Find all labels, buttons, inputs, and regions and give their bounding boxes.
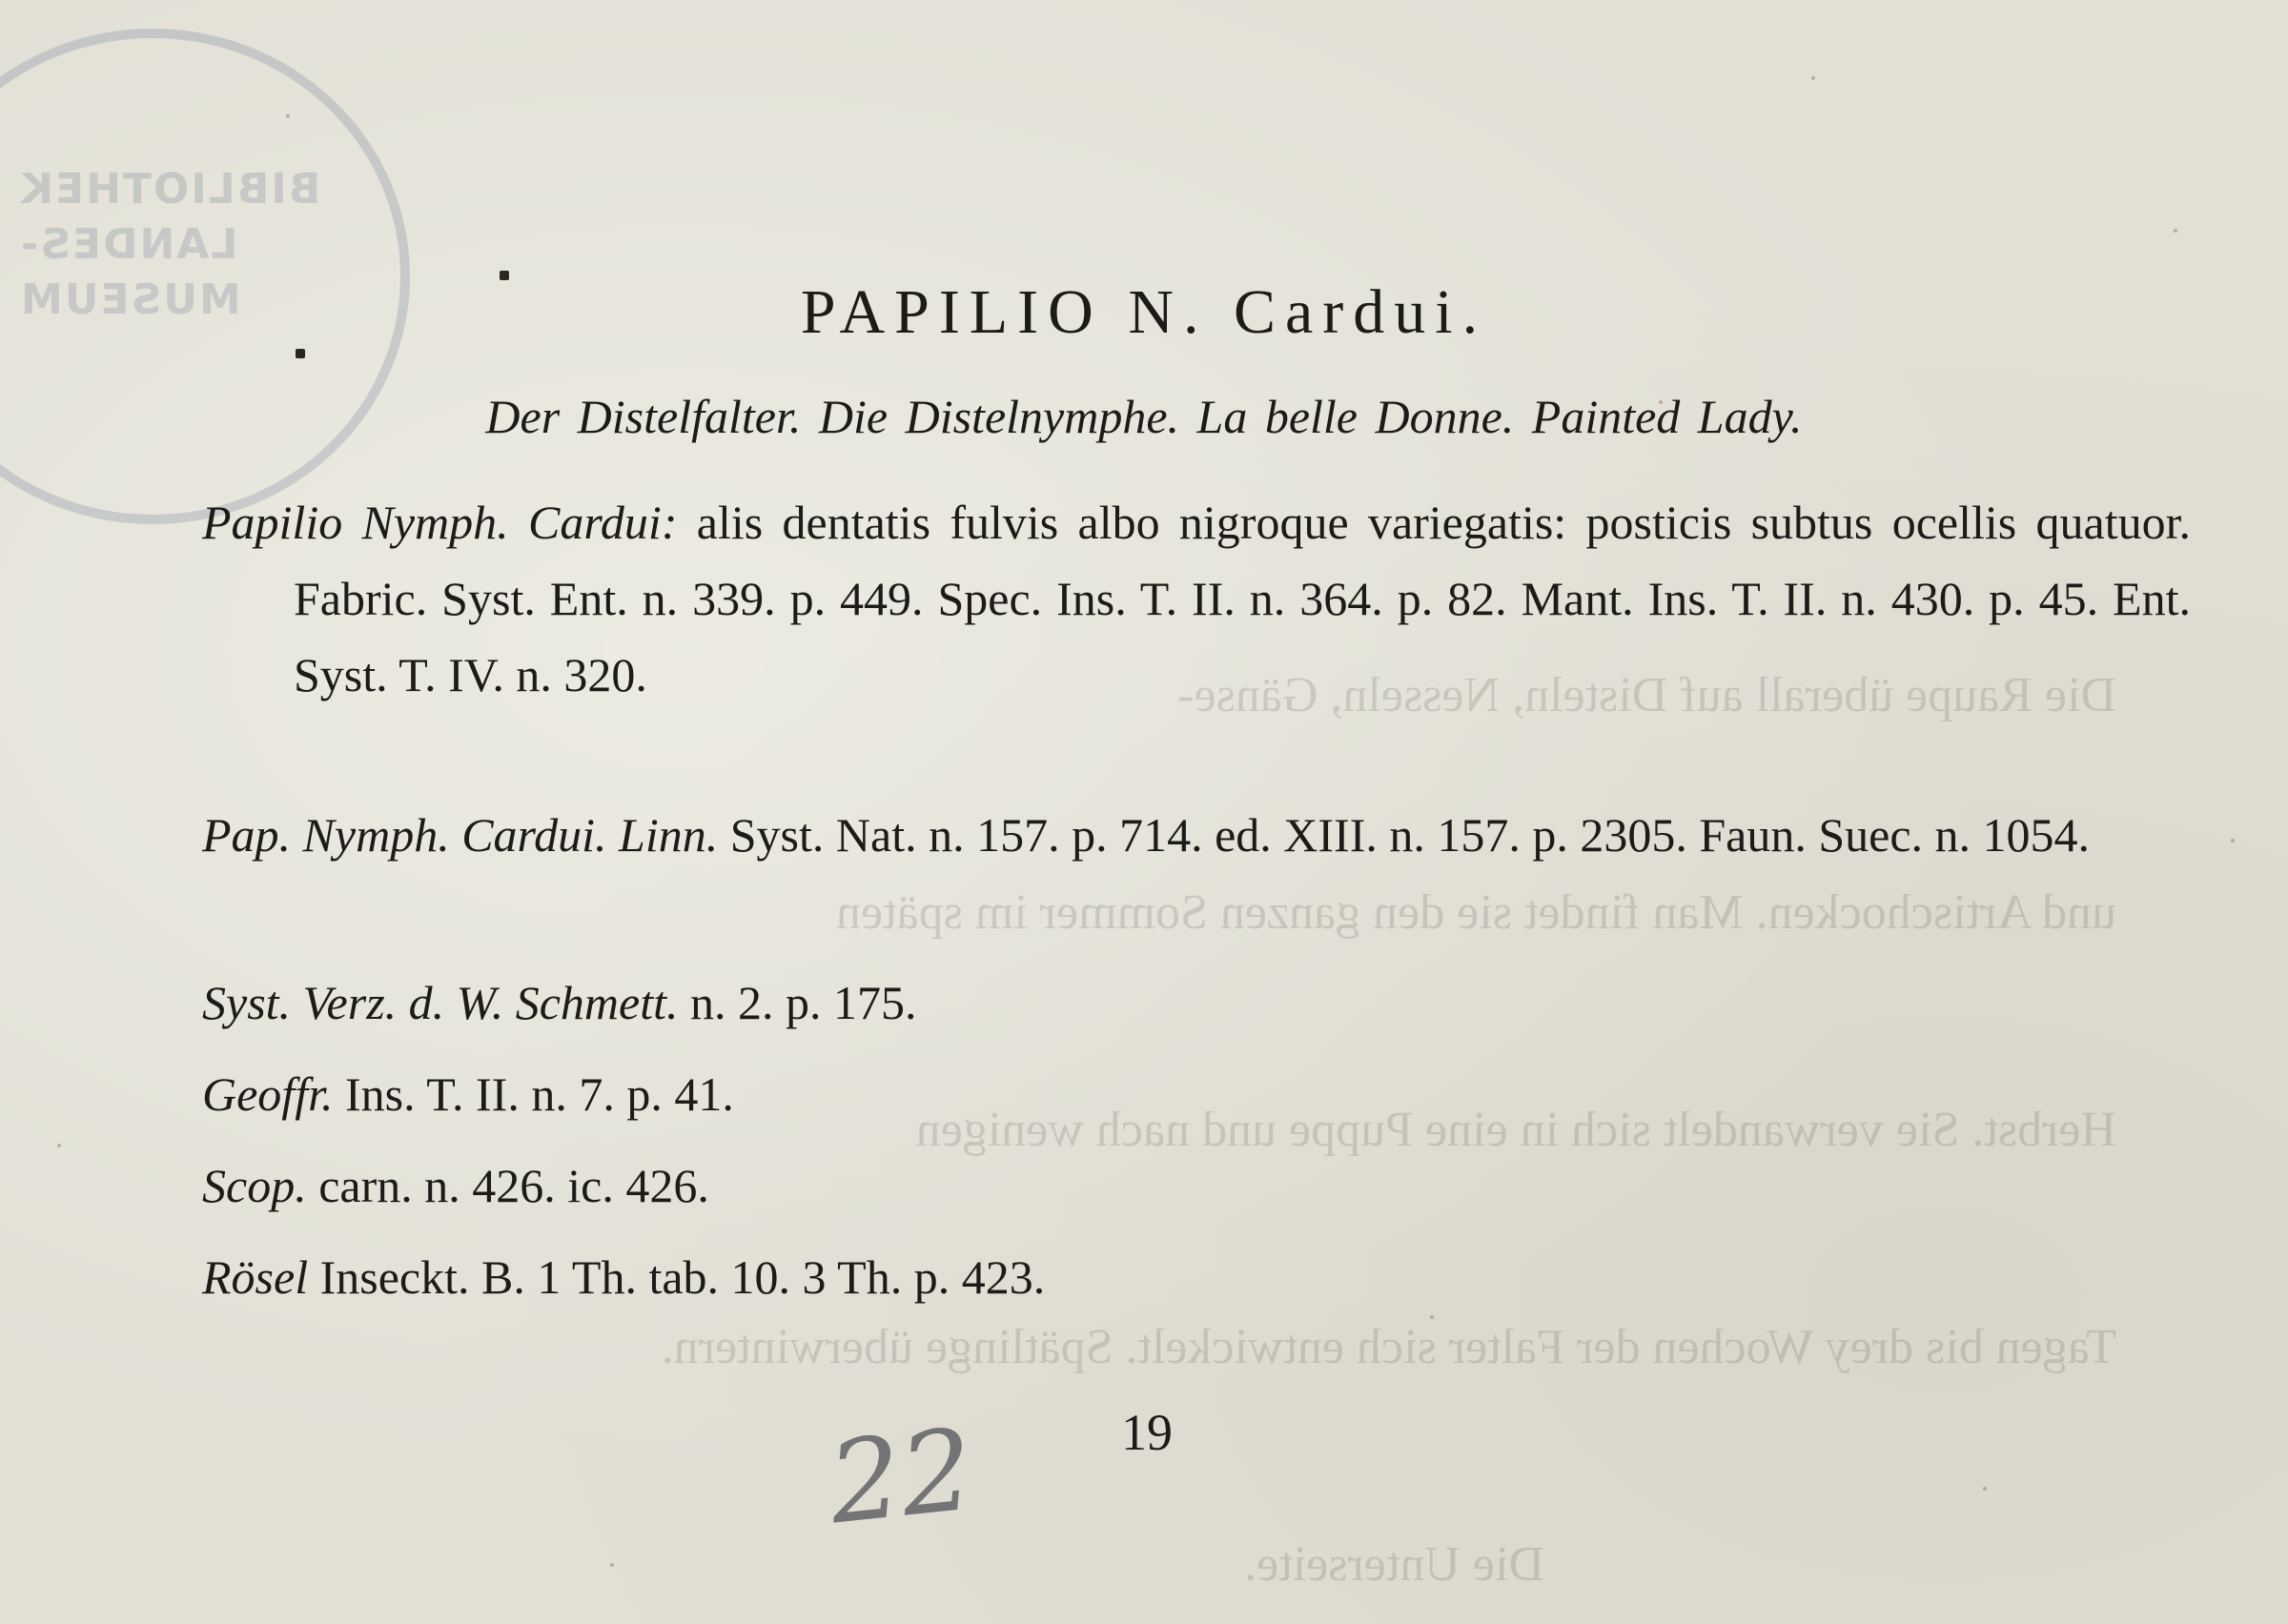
entry-lead: Pap. Nymph. Cardui. Linn. — [202, 808, 719, 862]
bleed-line: Tagen bis drey Wochen der Falter sich entwickelt. Spätlinge überwintern. — [661, 1320, 2116, 1374]
bleed-line: Die Raupe überall auf Disteln, Nesseln, Gänse- — [1177, 668, 2116, 722]
stamp-line: LANDES- — [19, 220, 238, 269]
paper-speck — [2231, 839, 2235, 842]
stamp-line: BIBLIOTHEK — [19, 165, 321, 213]
handwritten-number: 22 — [823, 1403, 979, 1550]
entry-text: Syst. Nat. n. 157. p. 714. ed. XIII. n. 157. p. 2305. Faun. Suec. n. 1054. — [718, 808, 2091, 862]
entry-lead: Syst. Verz. d. W. Schmett. — [202, 976, 679, 1029]
entry-text: Inseckt. B. 1 Th. tab. 10. 3 Th. p. 423. — [308, 1250, 1046, 1304]
reference-entry — [202, 1147, 2099, 1224]
common-names: Der Distelfalter. Die Distelnymphe. La belle Donne. Painted Lady. — [485, 390, 1803, 443]
bleed-line: Die Unterseite. — [1244, 1537, 1544, 1592]
bleed-line: und Artischocken. Man findet sie den ganzen Sommer im späten — [835, 885, 2116, 940]
reference-entry — [202, 484, 2191, 713]
entry-text: alis dentatis fulvis albo nigroque variegatis: posticis subtus ocellis quatuor. Fabric. Syst. Ent. n. 339. p. 449. Spec. Ins. T. II. n. 364. p. 82. Mant. Ins. T. II. n. 430. p. 45. Ent. Syst. T. IV. n. 320. — [294, 496, 2191, 701]
entry-text: carn. n. 426. ic. 426. — [306, 1159, 709, 1212]
reference-entry — [202, 1056, 2099, 1132]
bleed-line: Herbst. Sie verwandelt sich in eine Puppe und nach wenigen — [915, 1103, 2116, 1157]
reference-entry — [202, 797, 2191, 873]
entry-text: Ins. T. II. n. 7. p. 41. — [333, 1067, 734, 1121]
page-title: PAPILIO N. Cardui. — [800, 277, 1488, 347]
page-number: 19 — [1121, 1404, 1173, 1461]
entry-text: n. 2. p. 175. — [678, 976, 917, 1029]
ink-mark — [296, 349, 305, 358]
stamp-line: MUSEUM — [19, 275, 241, 324]
paper-speck — [1811, 76, 1815, 80]
reference-entry — [202, 964, 2099, 1041]
paper-speck — [57, 1144, 61, 1147]
entry-lead: Scop. — [202, 1159, 307, 1212]
entry-lead: Geoffr. — [202, 1067, 334, 1121]
entry-lead: Rösel — [202, 1250, 309, 1304]
reference-entry — [202, 1239, 2099, 1315]
paper-speck — [2174, 229, 2177, 233]
entry-lead: Papilio Nymph. Cardui: — [202, 496, 678, 549]
